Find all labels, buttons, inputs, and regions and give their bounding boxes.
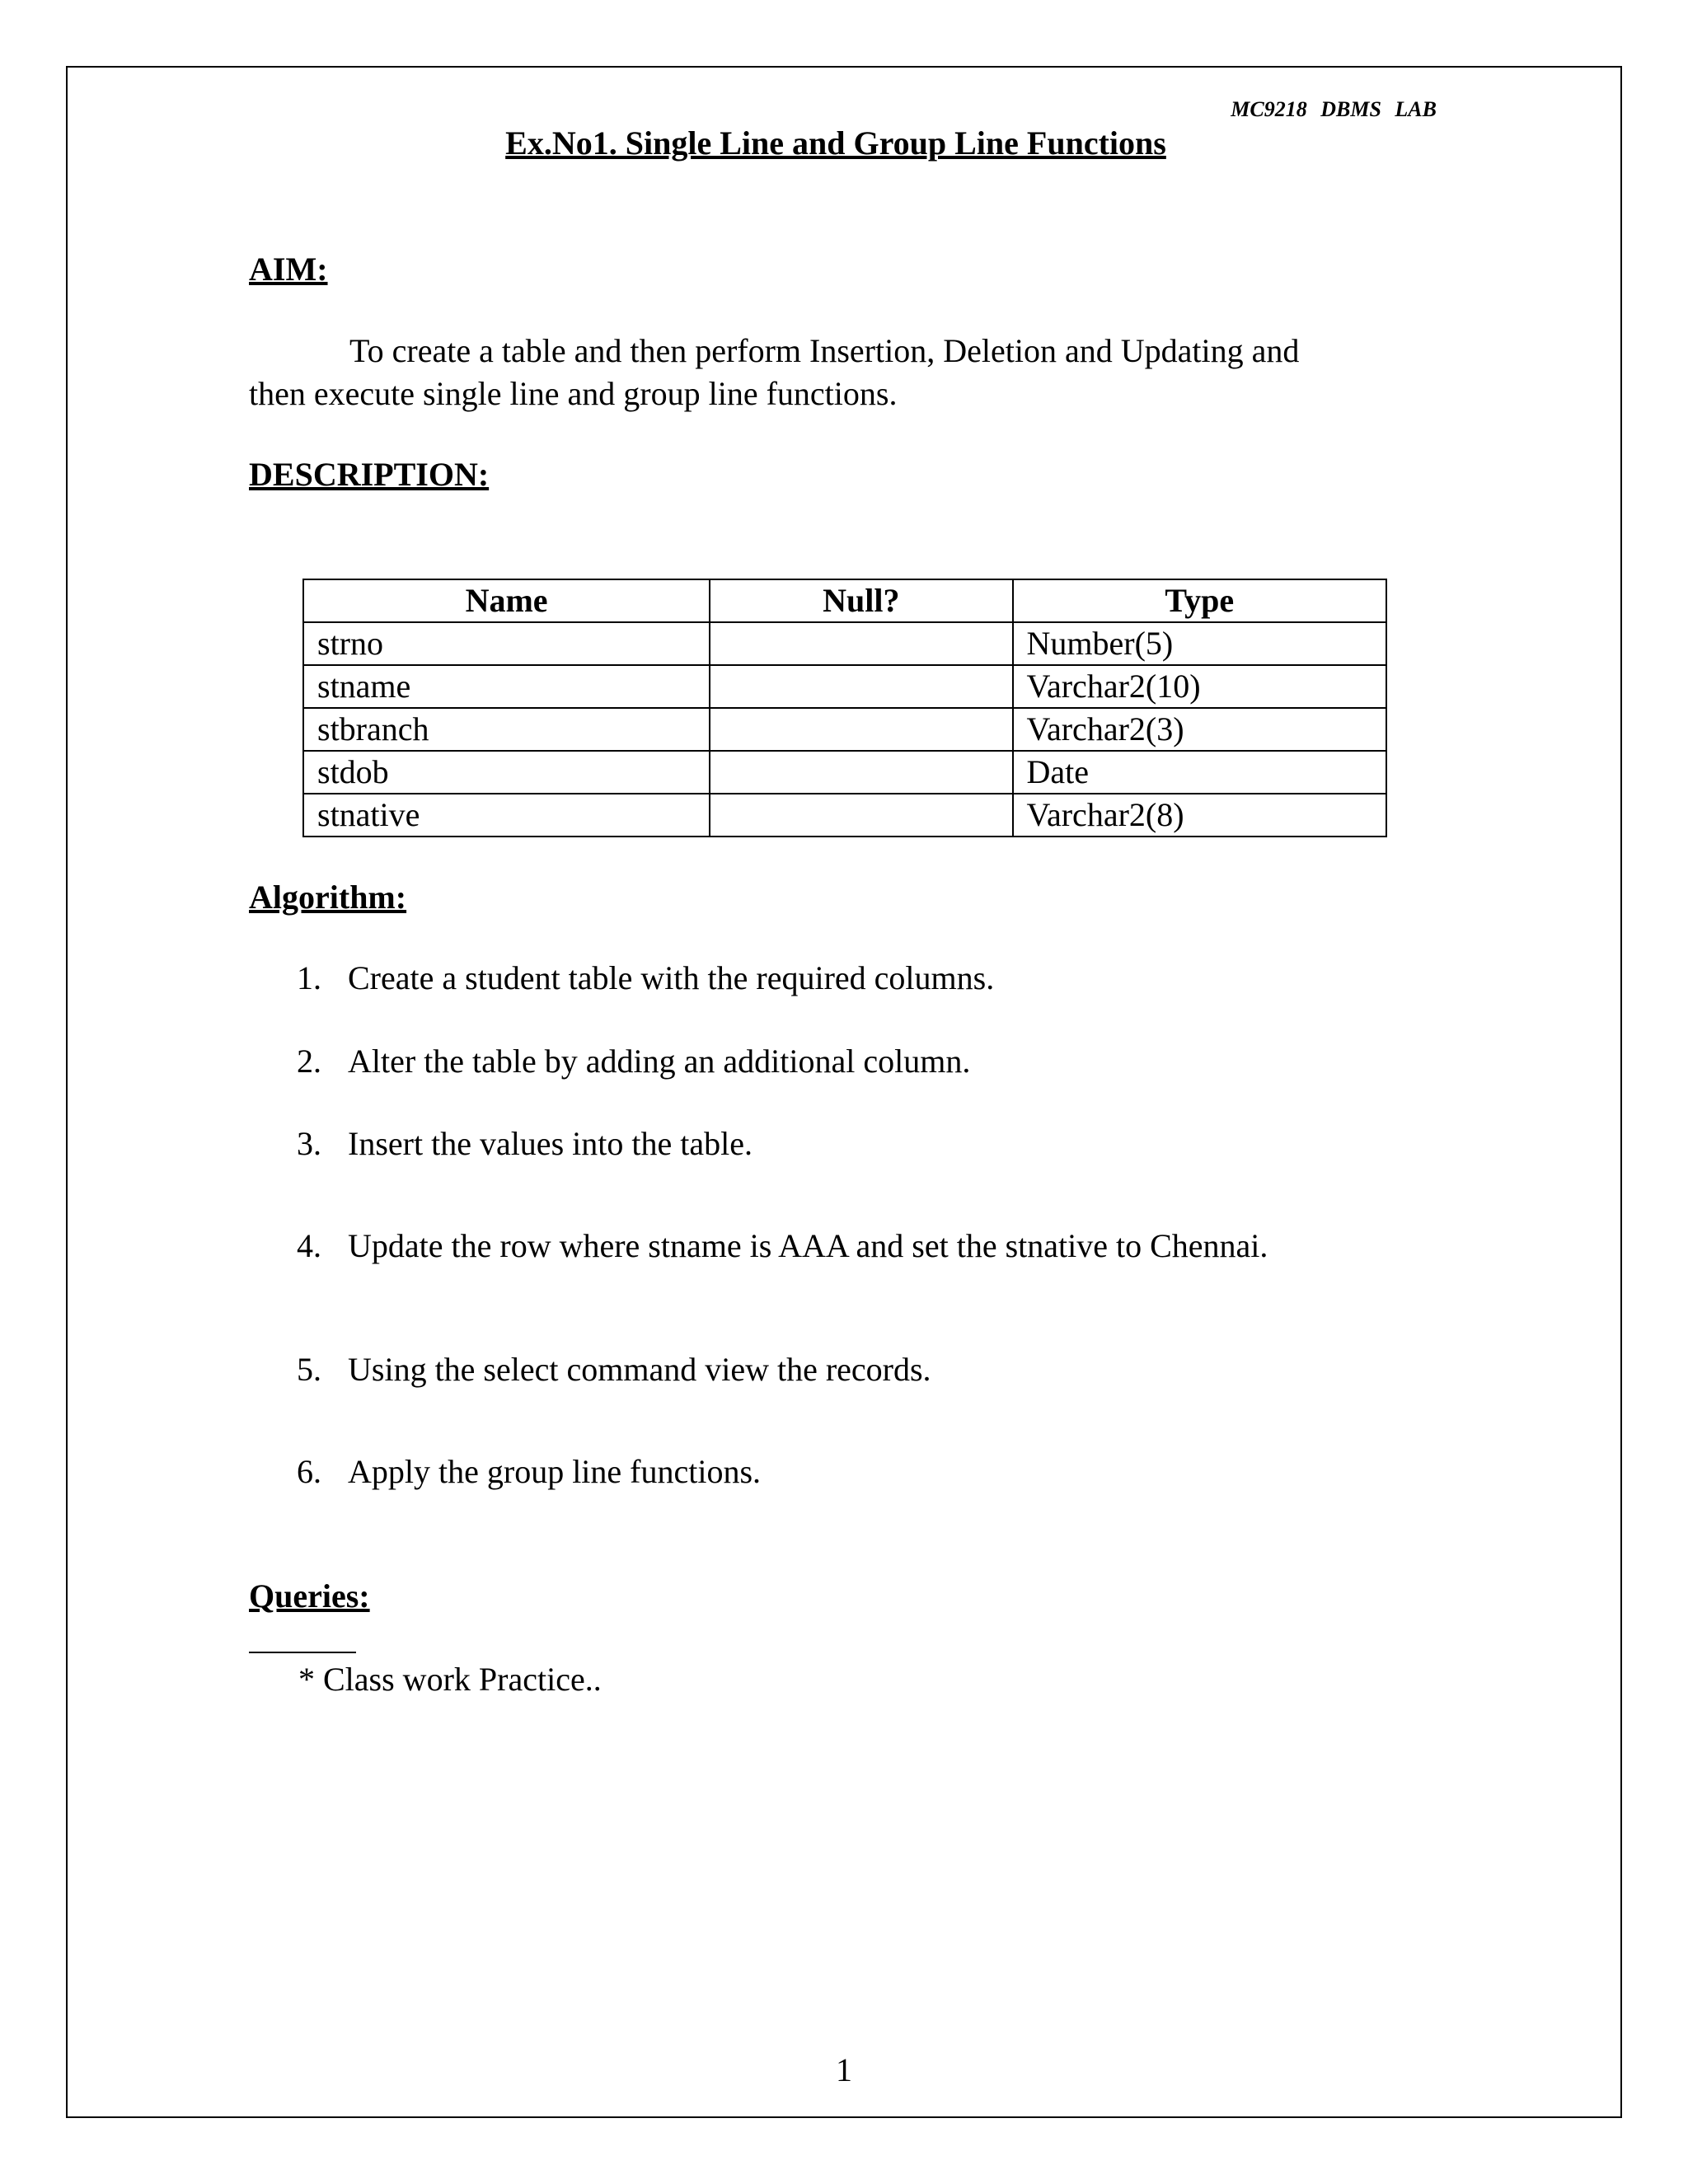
- table-row: [303, 794, 1386, 837]
- step-text: Create a student table with the required columns.: [348, 959, 995, 996]
- cell-name: stname: [303, 665, 710, 708]
- cell-type: Varchar2(10): [1013, 665, 1386, 708]
- step-number: 4.: [297, 1227, 321, 1264]
- cell-name: stdob: [303, 751, 710, 794]
- cell-type: Varchar2(3): [1013, 708, 1386, 751]
- table-row: [303, 622, 1386, 665]
- step-text: Alter the table by adding an additional column.: [348, 1043, 971, 1080]
- step-number: 5.: [297, 1351, 321, 1388]
- cell-null: [710, 751, 1012, 794]
- course-code-header: MC9218 DBMS LAB: [1231, 97, 1437, 121]
- aim-line-2: then execute single line and group line functions.: [249, 375, 898, 412]
- table-header-row: [303, 579, 1386, 622]
- cell-name: stbranch: [303, 708, 710, 751]
- document-title-text: Ex.No1. Single Line and Group Line Functions: [505, 124, 1166, 162]
- algorithm-step: [297, 1042, 970, 1080]
- document-title: [0, 124, 1688, 162]
- aim-heading: AIM:: [249, 251, 328, 288]
- step-text: Insert the values into the table.: [348, 1125, 753, 1162]
- algorithm-heading: [249, 878, 668, 916]
- cell-type: Date: [1013, 751, 1386, 794]
- step-text: Using the select command view the records.: [348, 1351, 931, 1388]
- table-row: [303, 708, 1386, 751]
- step-text: Apply the group line functions.: [348, 1453, 762, 1490]
- step-number: 3.: [297, 1125, 321, 1162]
- step-number: 2.: [297, 1043, 321, 1080]
- cell-name: strno: [303, 622, 710, 665]
- queries-underline-rule: [249, 1652, 356, 1653]
- cell-null: [710, 708, 1012, 751]
- page-number: 1: [836, 2051, 852, 2088]
- cell-null: [710, 665, 1012, 708]
- column-header-type: Type: [1013, 579, 1386, 622]
- aim-line-1: [249, 330, 1299, 373]
- algorithm-heading-text: Algorithm:: [249, 879, 407, 916]
- column-header-null: Null?: [710, 579, 1012, 622]
- cell-null: [710, 622, 1012, 665]
- algorithm-step: [297, 1226, 1268, 1265]
- description-heading: DESCRIPTION:: [249, 456, 490, 493]
- step-number: 1.: [297, 959, 321, 996]
- cell-name: stnative: [303, 794, 710, 837]
- queries-heading: Queries:: [249, 1577, 370, 1615]
- algorithm-step: [297, 1124, 753, 1163]
- step-text: Update the row where stname is AAA and set the stnative to Chennai.: [348, 1227, 1268, 1264]
- step-number: 6.: [297, 1453, 321, 1490]
- column-header-name: Name: [303, 579, 710, 622]
- cell-type: Number(5): [1013, 622, 1386, 665]
- algorithm-step: [297, 1452, 761, 1491]
- queries-note: * Class work Practice..: [298, 1661, 602, 1698]
- cell-null: [710, 794, 1012, 837]
- table-row: [303, 751, 1386, 794]
- algorithm-step: [297, 958, 994, 997]
- description-table: [302, 579, 1387, 837]
- algorithm-step: [297, 1350, 931, 1389]
- table-row: [303, 665, 1386, 708]
- cell-type: Varchar2(8): [1013, 794, 1386, 837]
- aim-paragraph: [249, 330, 1299, 415]
- aim-line-1-text: To create a table and then perform Insertion, Deletion and Updating and: [349, 332, 1300, 369]
